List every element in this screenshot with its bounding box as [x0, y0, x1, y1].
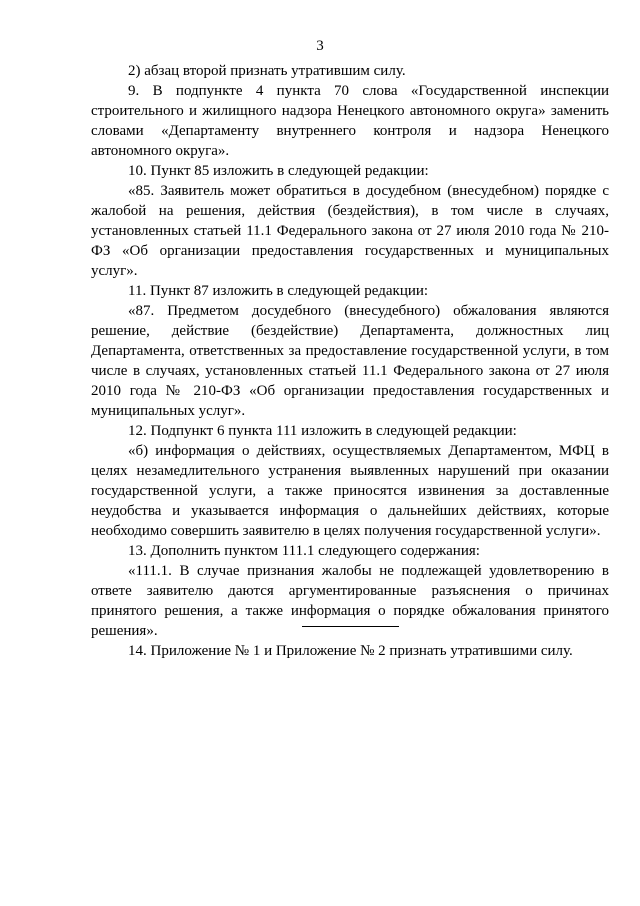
quoted-paragraph-87: «87. Предметом досудебного (внесудебного) обжалования являются решение, действие (бездействие) Департамента, должностных лиц Департамента, ответственных за предоставление государственной услуги, в том числе в случаях, установленных статьей 11.1 Федерального закона от 27 июля 2010 года № 210-ФЗ «Об организации предоставления государственных и муниципальных услуг». — [91, 303, 609, 419]
quoted-paragraph-85: «85. Заявитель может обратиться в досудебном (внесудебном) порядке с жалобой на решения, действия (бездействия), в том числе в случаях, установленных статьей 11.1 Федерального закона от 27 июля 2010 года № 210-ФЗ «Об организации предоставления государственных и муниципальных услуг». — [91, 183, 609, 279]
paragraph-item-13: 13. Дополнить пунктом 111.1 следующего содержания: — [128, 543, 480, 559]
paragraph-item-11: 11. Пункт 87 изложить в следующей редакции: — [128, 283, 429, 299]
paragraph-item-10: 10. Пункт 85 изложить в следующей редакции: — [128, 163, 429, 179]
quoted-subparagraph-6: «б) информация о действиях, осуществляемых Департаментом, МФЦ в целях незамедлительного устранения выявленных нарушений при оказании государственной услуги, а также приносятся извинения за доставленные неудобства и указывается информация о дальнейших действиях, которые необходимо совершить заявителю в целях получения государственной услуги». — [91, 443, 609, 539]
paragraph-item-12: 12. Подпункт 6 пункта 111 изложить в следующей редакции: — [128, 423, 517, 439]
paragraph-item-2: 2) абзац второй признать утратившим силу. — [128, 63, 406, 79]
end-separator-line — [302, 626, 399, 627]
quoted-paragraph-111-1: «111.1. В случае признания жалобы не подлежащей удовлетворению в ответе заявителю даются аргументированные разъяснения о причинах принятого решения, а также информация о порядке обжалования принятого решения». — [91, 563, 609, 639]
page-number: 3 — [316, 38, 324, 54]
paragraph-item-9: 9. В подпункте 4 пункта 70 слова «Государственной инспекции строительного и жилищного надзора Ненецкого автономного округа» заменить словами «Департаменту внутреннего контроля и надзора Ненецкого автономного округа». — [91, 83, 609, 159]
document-body — [91, 61, 609, 661]
paragraph-item-14: 14. Приложение № 1 и Приложение № 2 признать утратившими силу. — [128, 643, 573, 659]
